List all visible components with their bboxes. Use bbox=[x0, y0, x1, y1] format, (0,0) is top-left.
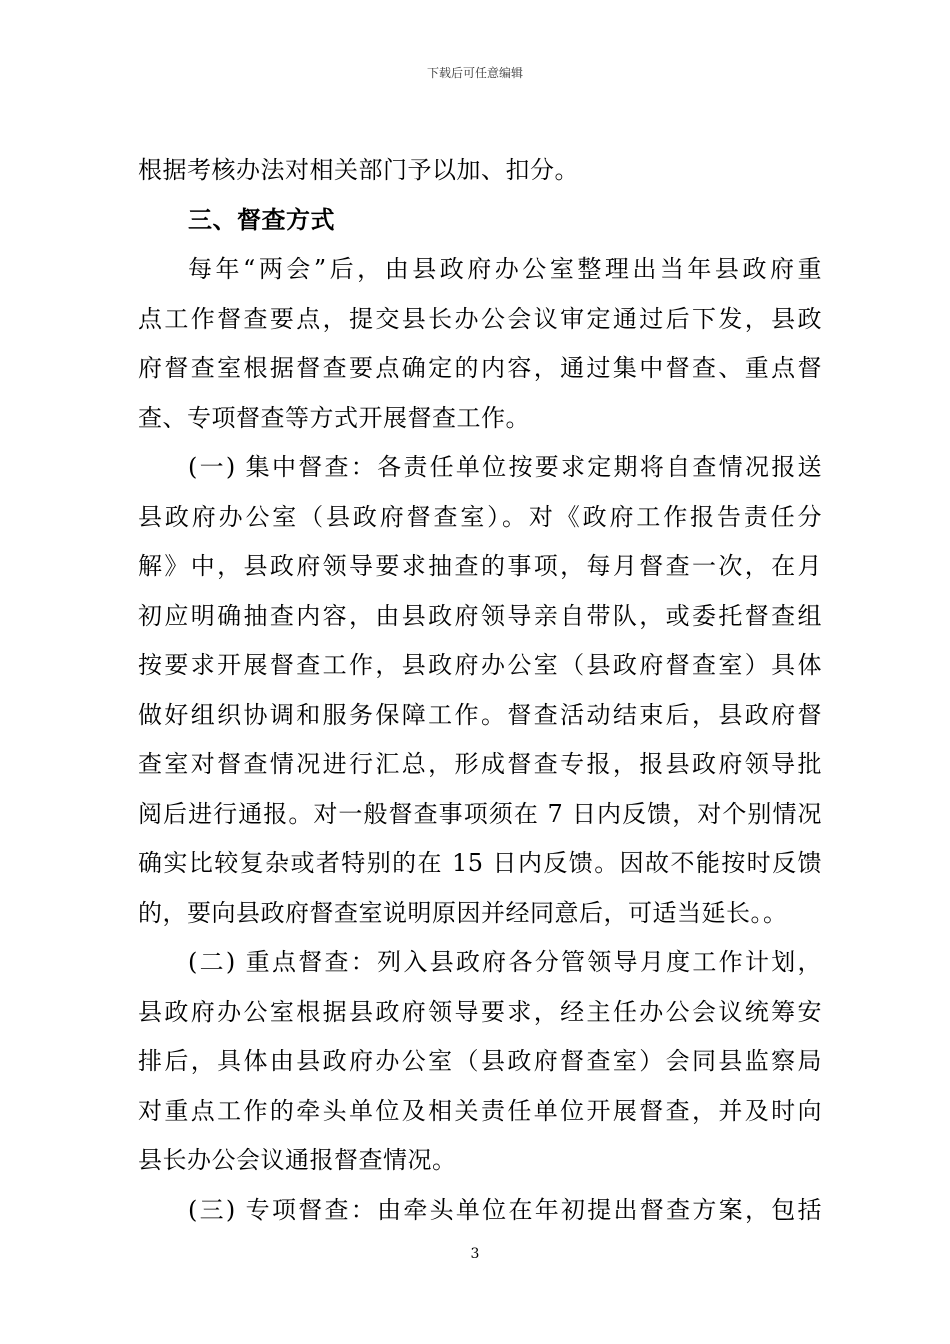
paragraph-line: (三) 专项督查：由牵头单位在年初提出督查方案，包括 bbox=[188, 1195, 822, 1224]
header-note: 下载后可任意编辑 bbox=[426, 66, 523, 80]
paragraph-line: 初应明确抽查内容，由县政府领导亲自带队，或委托督查组 bbox=[138, 601, 822, 630]
paragraph-line: 按要求开展督查工作，县政府办公室（县政府督查室）具体 bbox=[138, 651, 822, 679]
paragraph-line: 点工作督查要点，提交县长办公会议审定通过后下发，县政 bbox=[138, 304, 822, 333]
paragraph-line: 的，要向县政府督查室说明原因并经同意后，可适当延长。。 bbox=[138, 898, 788, 927]
paragraph-line: 府督查室根据督查要点确定的内容，通过集中督查、重点督 bbox=[138, 354, 822, 382]
paragraph-line: 排后，具体由县政府办公室（县政府督查室）会同县监察局 bbox=[138, 1047, 822, 1075]
paragraph-line: 做好组织协调和服务保障工作。督查活动结束后，县政府督 bbox=[138, 700, 822, 729]
document-body bbox=[138, 146, 822, 1235]
paragraph-line: 对重点工作的牵头单位及相关责任单位开展督查，并及时向 bbox=[138, 1096, 822, 1125]
paragraph-line: 查、专项督查等方式开展督查工作。 bbox=[138, 403, 530, 432]
paragraph-line: 每年“两会”后，由县政府办公室整理出当年县政府重 bbox=[188, 255, 822, 283]
paragraph-line: (一) 集中督查：各责任单位按要求定期将自查情况报送 bbox=[188, 453, 822, 481]
paragraph-line: 县长办公会议通报督查情况。 bbox=[138, 1146, 457, 1174]
paragraph-line: 确实比较复杂或者特别的在 15 日内反馈。因故不能按时反馈 bbox=[138, 849, 822, 877]
paragraph-line: 解》中，县政府领导要求抽查的事项，每月督查一次，在月 bbox=[138, 552, 822, 580]
paragraph-line: 县政府办公室根据县政府领导要求，经主任办公会议统筹安 bbox=[138, 997, 822, 1026]
paragraph-line: 根据考核办法对相关部门予以加、扣分。 bbox=[138, 156, 579, 184]
paragraph-line: (二) 重点督查：列入县政府各分管领导月度工作计划， bbox=[188, 948, 822, 976]
paragraph-line: 县政府办公室（县政府督查室）。对《政府工作报告责任分 bbox=[138, 502, 822, 531]
paragraph-line: 阅后进行通报。对一般督查事项须在 7 日内反馈，对个别情况 bbox=[138, 799, 822, 828]
paragraph-line: 查室对督查情况进行汇总，形成督查专报，报县政府领导批 bbox=[138, 750, 822, 778]
page-number: 3 bbox=[470, 1246, 480, 1262]
section-heading: 三、督查方式 bbox=[188, 205, 335, 234]
